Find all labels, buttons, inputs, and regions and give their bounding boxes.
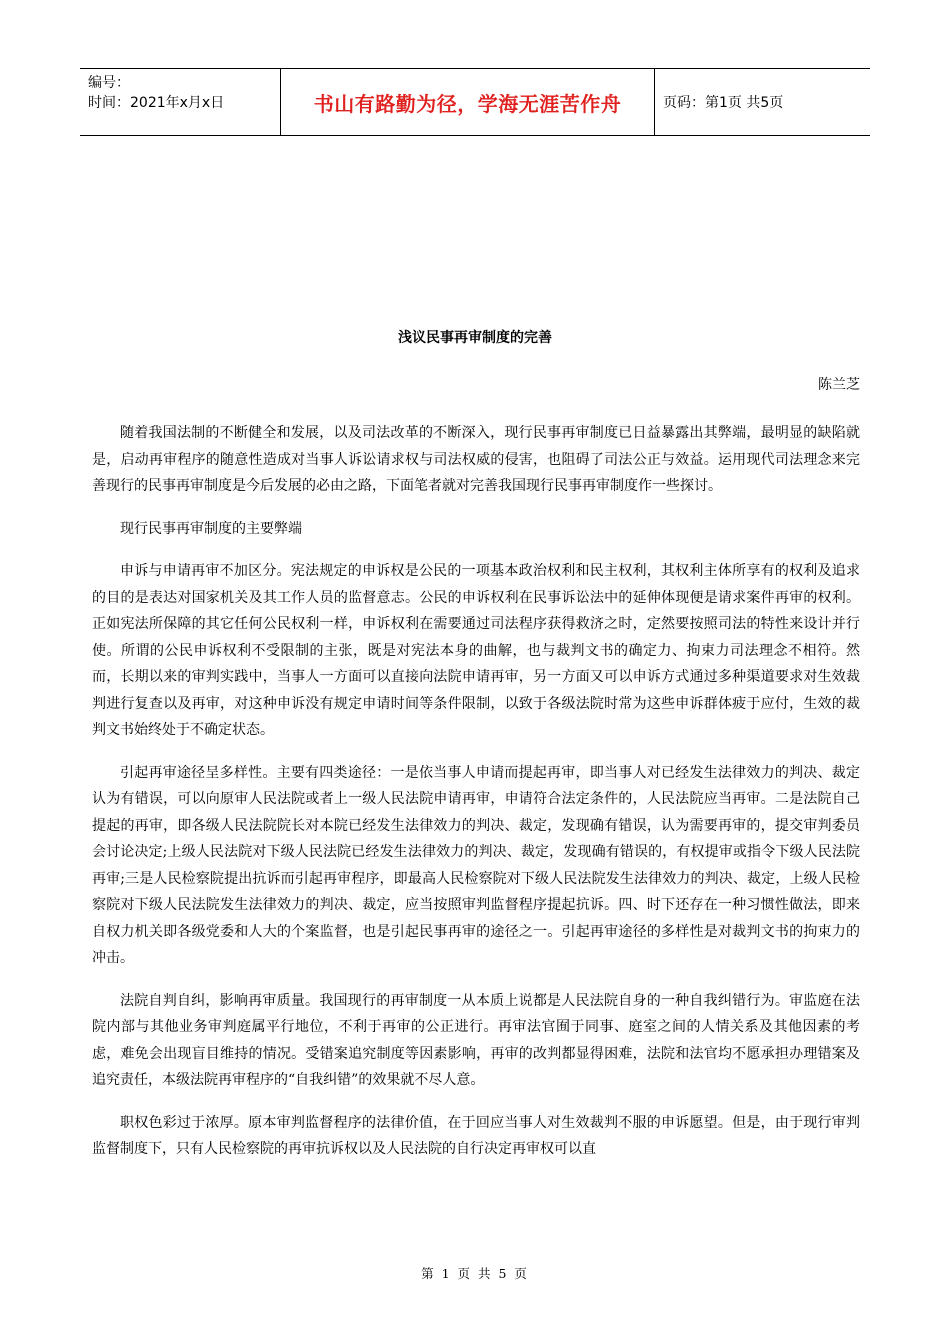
header-meta <box>80 69 281 135</box>
paragraph: 随着我国法制的不断健全和发展，以及司法改革的不断深入，现行民事再审制度已日益暴露出其弊端，最明显的缺陷就是，启动再审程序的随意性造成对当事人诉讼请求权与司法权威的侵害，也阻碍了司法公正与效益。运用现代司法理念来完善现行的民事再审制度是今后发展的必由之路，下面笔者就对完善我国现行民事再审制度作一些探讨。 <box>92 425 860 494</box>
document-title: 浅议民事再审制度的完善 <box>398 330 552 346</box>
page-header <box>80 68 870 136</box>
section-heading: 现行民事再审制度的主要弊端 <box>120 520 302 537</box>
document-number: 编号： <box>88 75 130 91</box>
paragraph: 职权色彩过于浓厚。原本审判监督程序的法律价值，在于回应当事人对生效裁判不服的申诉愿望。但是，由于现行审判监督制度下，只有人民检察院的再审抗诉权以及人民法院的自行决定再审权可以直 <box>92 1114 860 1157</box>
header-page-info: 页码：第1页 共5页 <box>663 95 784 111</box>
paragraph: 法院自判自纠，影响再审质量。我国现行的再审制度一从本质上说都是人民法院自身的一种自我纠错行为。审监庭在法院内部与其他业务审判庭属平行地位，不利于再审的公正进行。再审法官囿于同事、庭室之间的人情关系及其他因素的考虑，难免会出现盲目维持的情况。受错案追究制度等因素影响，再审的改判都显得困难，法院和法官均不愿承担办理错案及追究责任，本级法院再审程序的“自我纠错”的效果就不尽人意。 <box>92 992 860 1088</box>
document-author: 陈兰芝 <box>818 377 860 393</box>
document-date: 时间：2021年x月x日 <box>88 95 225 111</box>
paragraph: 引起再审途径呈多样性。主要有四类途径：一是依当事人申请而提起再审，即当事人对已经发生法律效力的判决、裁定认为有错误，可以向原审人民法院或者上一级人民法院申请再审，申请符合法定条件的，人民法院应当再审。二是法院自己提起的再审，即各级人民法院院长对本院已经发生法律效力的判决、裁定，发现确有错误，认为需要再审的，提交审判委员会讨论决定;上级人民法院对下级人民法院已经发生法律效力的判决、裁定，发现确有错误的，有权提审或指令下级人民法院再审;三是人民检察院提出抗诉而引起再审程序，即最高人民检察院对下级人民法院发生法律效力的判决、裁定，上级人民检察院对下级人民法院发生法律效力的判决、裁定，应当按照审判监督程序提起抗诉。四、时下还存在一种习惯性做法，即来自权力机关即各级党委和人大的个案监督，也是引起民事再审的途径之一。引起再审途径的多样性是对裁判文书的拘束力的冲击。 <box>92 764 860 966</box>
header-motto: 书山有路勤为径，学海无涯苦作舟 <box>281 69 655 135</box>
page-footer: 第 1 页 共 5 页 <box>421 1266 529 1281</box>
document-body <box>92 420 860 1179</box>
paragraph: 申诉与申请再审不加区分。宪法规定的申诉权是公民的一项基本政治权利和民主权利，其权利主体所享有的权利及追求的目的是表达对国家机关及其工作人员的监督意志。公民的申诉权利在民事诉讼法中的延伸体现便是请求案件再审的权利。正如宪法所保障的其它任何公民权利一样，申诉权利在需要通过司法程序获得救济之时，定然要按照司法的特性来设计并行使。所谓的公民申诉权利不受限制的主张，既是对宪法本身的曲解，也与裁判文书的确定力、拘束力司法理念不相符。然而，长期以来的审判实践中，当事人一方面可以直接向法院申请再审，另一方面又可以申诉方式通过多种渠道要求对生效裁判进行复查以及再审，对这种申诉没有规定申请时间等条件限制，以致于各级法院时常为这些申诉群体疲于应付，生效的裁判文书始终处于不确定状态。 <box>92 563 860 738</box>
